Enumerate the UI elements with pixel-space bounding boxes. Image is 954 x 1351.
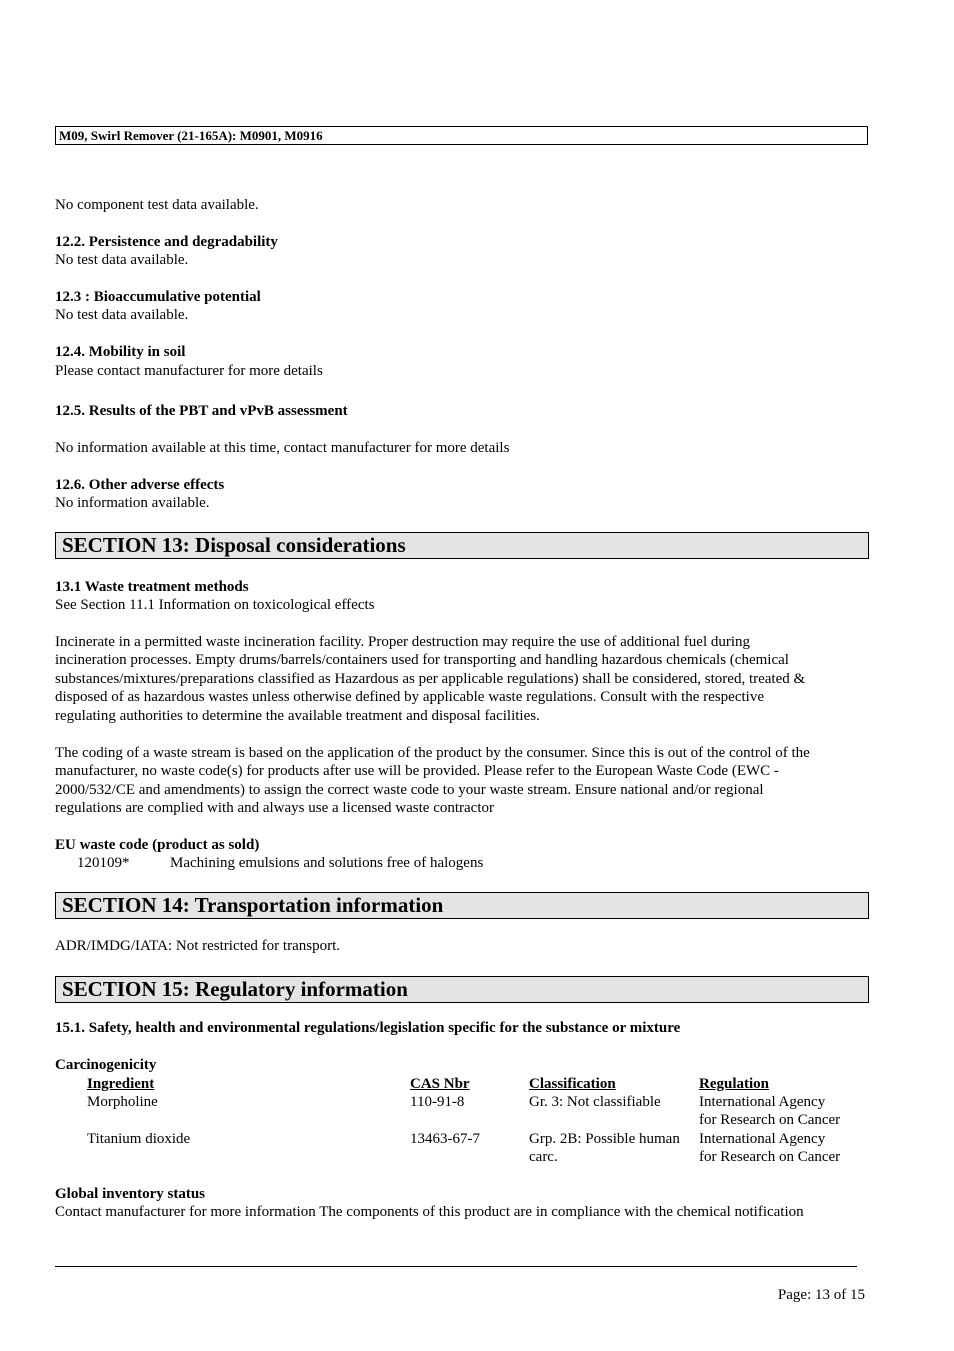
eu-waste-code: 120109* [77,855,130,871]
carcinogenicity-heading: Carcinogenicity [55,1057,157,1073]
paragraph-line: The coding of a waste stream is based on the application of the product by the consumer. Since this is out of the control of the [55,745,810,761]
paragraph-line: incineration processes. Empty drums/barrels/containers used for transporting and handling hazardous chemicals (chemical [55,652,789,669]
row-2-cas: 13463-67-7 [410,1131,480,1147]
regulations-heading: 15.1. Safety, health and environmental regulations/legislation specific for the substance or mixture [55,1020,681,1036]
paragraph-line: 2000/532/CE and amendments) to assign the correct waste code to your waste stream. Ensure national and/or regional [55,781,764,798]
column-header-ingredient: Ingredient [87,1076,155,1092]
mobility-text: Please contact manufacturer for more details [55,363,323,379]
row-2-ingredient: Titanium dioxide [87,1131,191,1147]
transport-text: ADR/IMDG/IATA: Not restricted for transport. [55,938,340,954]
column-header-cas: CAS Nbr [410,1076,470,1092]
footer-divider [55,1266,857,1267]
section-13-title: SECTION 13: Disposal considerations [55,532,869,559]
paragraph-line: regulations are complied with and always use a licensed waste contractor [55,800,495,817]
row-1-classification: Gr. 3: Not classifiable [529,1094,661,1110]
bioaccumulative-heading: 12.3 : Bioaccumulative potential [55,289,261,305]
paragraph-line: regulating authorities to determine the available treatment and disposal facilities. [55,707,540,724]
column-header-regulation: Regulation [699,1076,770,1092]
row-1-cas: 110-91-8 [410,1094,465,1110]
incineration-paragraph [55,633,865,725]
waste-treatment-text: See Section 11.1 Information on toxicological effects [55,597,375,613]
waste-coding-paragraph [55,744,865,818]
pbt-text: No information available at this time, contact manufacturer for more details [55,440,510,456]
global-inventory-heading: Global inventory status [55,1186,206,1202]
eu-waste-code-description: Machining emulsions and solutions free of halogens [170,855,484,871]
regulation-line: for Research on Cancer [699,1112,841,1129]
document-header: M09, Swirl Remover (21-165A): M0901, M0916 [55,126,868,145]
persistence-heading: 12.2. Persistence and degradability [55,234,278,250]
bioaccumulative-text: No test data available. [55,307,189,323]
classification-line: carc. [529,1149,558,1166]
pbt-heading: 12.5. Results of the PBT and vPvB assessment [55,403,348,419]
row-1-ingredient: Morpholine [87,1094,158,1110]
row-2-regulation [699,1130,840,1167]
adverse-text: No information available. [55,495,210,511]
paragraph-line: substances/mixtures/preparations classified as Hazardous as per applicable regulations) shall be considered, stored, treated & [55,670,806,687]
regulation-line: International Agency [699,1094,826,1110]
waste-treatment-heading: 13.1 Waste treatment methods [55,579,249,595]
section-14-title: SECTION 14: Transportation information [55,892,869,919]
eu-waste-code-heading: EU waste code (product as sold) [55,837,260,853]
regulation-line: International Agency [699,1131,826,1147]
persistence-text: No test data available. [55,252,189,268]
page-number: Page: 13 of 15 [777,1287,865,1303]
classification-line: Grp. 2B: Possible human [529,1131,680,1147]
regulation-line: for Research on Cancer [699,1149,841,1166]
column-header-classification: Classification [529,1076,616,1092]
section-15-title: SECTION 15: Regulatory information [55,976,869,1003]
mobility-heading: 12.4. Mobility in soil [55,344,186,360]
row-1-regulation [699,1093,840,1130]
adverse-heading: 12.6. Other adverse effects [55,477,225,493]
component-test-text: No component test data available. [55,197,259,213]
paragraph-line: manufacturer, no waste code(s) for products after use will be provided. Please refer to the European Waste Code (EWC - [55,763,779,780]
paragraph-line: Incinerate in a permitted waste incineration facility. Proper destruction may require the use of additional fuel during [55,634,751,650]
paragraph-line: disposed of as hazardous wastes unless otherwise defined by applicable waste regulations. Consult with the respective [55,689,764,706]
global-inventory-text: Contact manufacturer for more information The components of this product are in compliance with the chemical notification [55,1204,804,1220]
row-2-classification [529,1130,680,1167]
